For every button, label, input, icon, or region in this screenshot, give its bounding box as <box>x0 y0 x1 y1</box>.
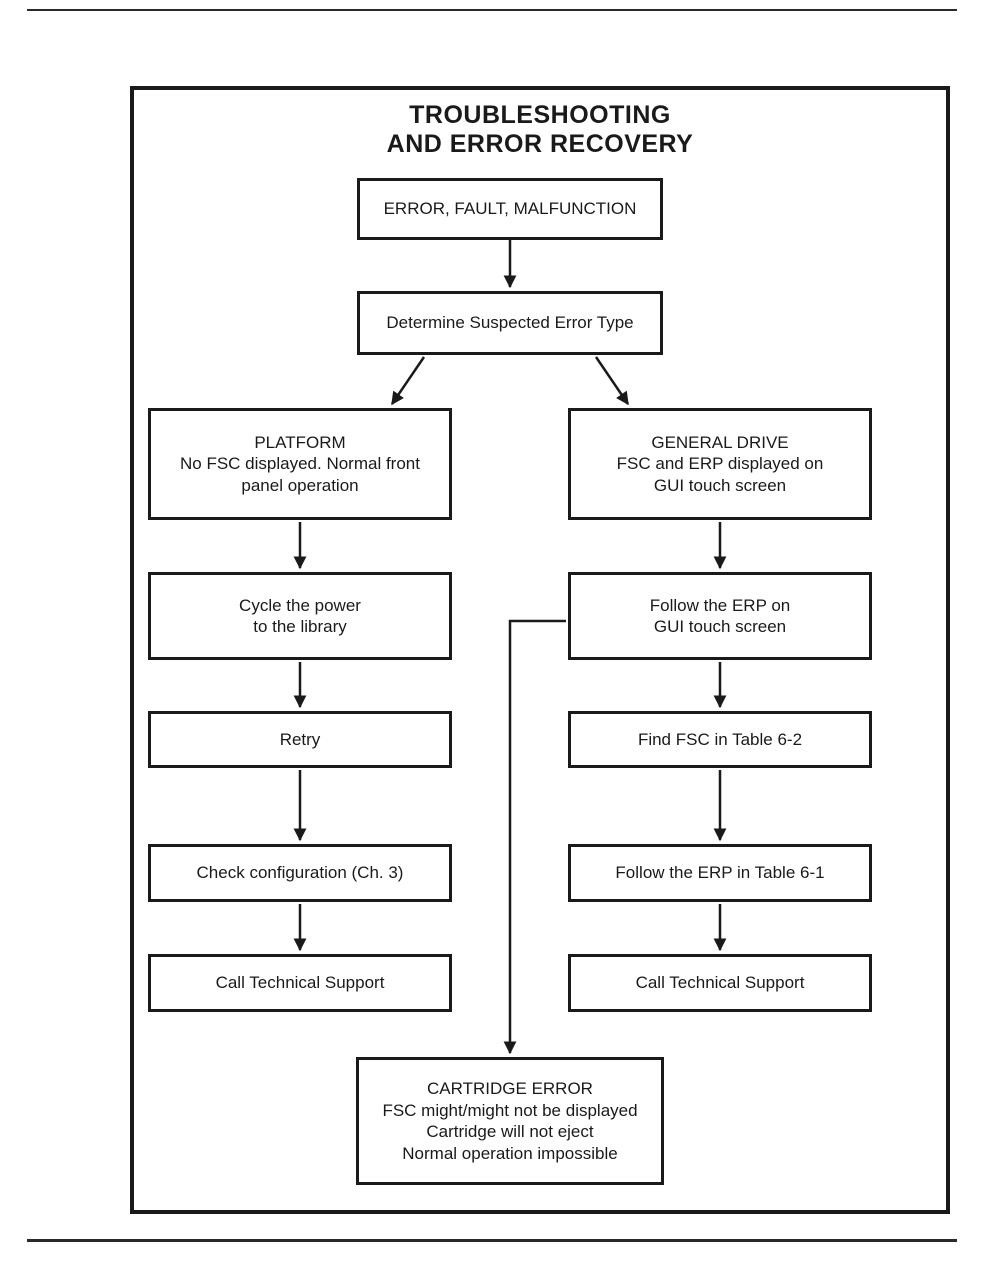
node-text-line: Follow the ERP on <box>649 595 791 615</box>
node-follow-erp-gui <box>568 572 872 660</box>
node-text-line: Cycle the power <box>239 595 361 615</box>
node-text-line: Cartridge will not eject <box>426 1122 594 1141</box>
arrow-determine-to-platform <box>392 357 424 404</box>
node-text-line: GENERAL DRIVE <box>651 432 789 452</box>
node-text-line: Determine Suspected Error Type <box>386 313 634 333</box>
node-text-line: Check configuration (Ch. 3) <box>196 863 404 883</box>
node-cartridge-error <box>356 1057 664 1185</box>
node-platform <box>148 408 452 520</box>
arrow-determine-to-general-drive <box>596 357 628 404</box>
node-error-fault-malfunction <box>357 178 663 240</box>
node-text-line: to the library <box>253 617 347 636</box>
node-text-line: Find FSC in Table 6-2 <box>637 729 803 749</box>
node-text-line: panel operation <box>241 475 359 495</box>
node-text-line: CARTRIDGE ERROR <box>427 1079 593 1098</box>
node-text-line: GUI touch screen <box>653 617 787 636</box>
node-text-line: PLATFORM <box>254 432 346 452</box>
node-call-support-right <box>568 954 872 1012</box>
node-follow-erp-table <box>568 844 872 902</box>
node-call-support-left <box>148 954 452 1012</box>
node-retry <box>148 711 452 768</box>
node-text-line: No FSC displayed. Normal front <box>180 454 420 474</box>
node-general-drive <box>568 408 872 520</box>
diagram-title <box>130 101 950 159</box>
node-text-line: ERROR, FAULT, MALFUNCTION <box>383 199 637 219</box>
node-check-configuration <box>148 844 452 902</box>
node-text-line: Call Technical Support <box>635 973 805 993</box>
arrow-follow-erp-to-cartridge-error <box>510 621 566 1053</box>
node-text-line: Follow the ERP in Table 6-1 <box>615 863 825 883</box>
node-text-line: Normal operation impossible <box>402 1143 618 1163</box>
node-text-line: Call Technical Support <box>215 973 385 993</box>
node-cycle-power <box>148 572 452 660</box>
diagram-title-line2: AND ERROR RECOVERY <box>386 130 694 158</box>
node-determine-error-type <box>357 291 663 355</box>
node-text-line: FSC and ERP displayed on <box>616 454 824 474</box>
node-text-line: Retry <box>279 729 321 749</box>
node-text-line: FSC might/might not be displayed <box>382 1100 638 1120</box>
diagram-title-line1: TROUBLESHOOTING <box>409 101 671 129</box>
node-find-fsc-table <box>568 711 872 768</box>
node-text-line: GUI touch screen <box>653 475 787 495</box>
